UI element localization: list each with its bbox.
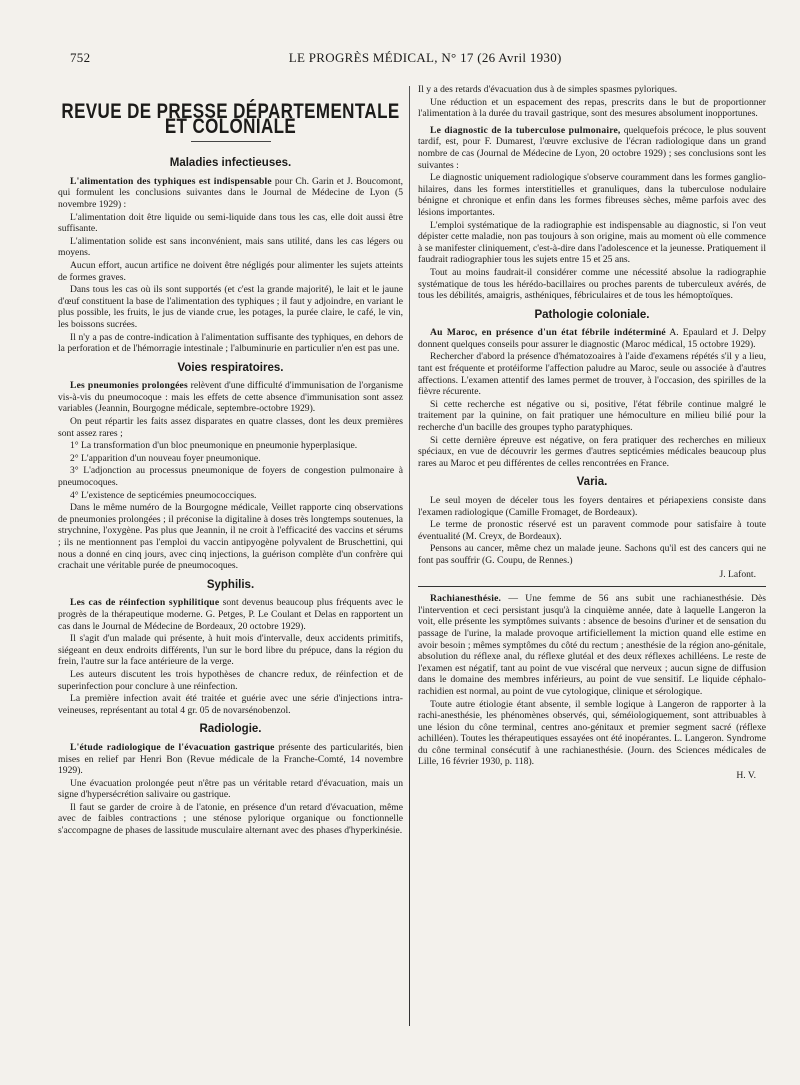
- section-title: REVUE DE PRESSE DÉPARTEMENTALE ET COLONIALE: [61, 99, 400, 138]
- paragraph: Il y a des retards d'évacuation dus à de simples spasmes pyloriques.: [418, 84, 678, 95]
- signature: H. V.: [736, 770, 756, 782]
- signature: J. Lafont.: [719, 568, 756, 580]
- paragraph: Toute autre étiologie étant absente, il semble logique à Langeron de rapporter à la rachi-anesthésie, les phénomènes observés, qui, séméiologiquement, sont attribuables à une lésion du cône terminal, centres ano-génitaux et premier segment sacré (réflexe achilléen). Toutes les thérapeutiques essayées ont été inopérantes. L. Langeron. Syndrome du cône terminal consécutif à une rachianesthésie. (Journ. des Sciences médicales de Lille, 16 février 1930, p. 118).: [418, 698, 766, 768]
- paragraph: 2° L'apparition d'un nouveau foyer pneumonique.: [70, 452, 261, 464]
- paragraph: Les auteurs discutent les trois hypothèses de chancre redux, de réinfection et de superinfection pour conclure à une réinfection.: [58, 668, 403, 692]
- paragraph: La première infection avait été traitée et guérie avec une série d'injections intra-veineuses, représentant au total 4 gr. 05 de novarsénobenzol.: [58, 693, 403, 716]
- paragraph: Le diagnostic de la tuberculose pulmonaire, quelquefois précoce, le plus souvent tardif, est, pour F. Dumarest, l'œuvre exclusive de l'écran radiologique dans un grand nombre de cas (Journal de Médecine de Lyon, 20 octobre 1929) ; ses conclusions sont les suivantes :: [418, 124, 767, 171]
- paragraph: 4° L'existence de septicémies pneumococciques.: [70, 489, 257, 501]
- paragraph: L'emploi systématique de la radiographie est indispensable au diagnostic, si l'on veut dépister cette maladie, non pas toujours à son origine, mais au moment où elle commence à se manifester cliniquement, c'est-à-dire dans l'adolescence et la jeunesse. Pratiquement il faudrait radiographier tous les sujets entre 15 et 25 ans.: [418, 219, 766, 266]
- heading-pathologie: Pathologie coloniale.: [534, 308, 650, 321]
- paragraph: L'alimentation doit être liquide ou semi-liquide dans tous les cas, elle doit aussi être suffisante.: [58, 211, 403, 235]
- paragraph: Aucun effort, aucun artifice ne doivent être négligés pour alimenter les sujets atteints de formes graves.: [58, 259, 403, 283]
- paragraph: On peut répartir les faits assez disparates en quatre classes, dont les deux premières sont assez rares ;: [58, 416, 403, 439]
- paragraph: Les cas de réinfection syphilitique sont devenus beaucoup plus fréquents avec le progrès de la thérapeutique moderne. G. Petges, P. Le Coulant et Delas en rapportent un cas dans le Journal de Médecine de Bordeaux, 20 octobre 1929).: [58, 597, 403, 632]
- column-rule-lower: [409, 746, 410, 1026]
- paragraph: 1° La transformation d'un bloc pneumonique en pneumonie hyperplasique.: [70, 440, 358, 452]
- paragraph: Rachianesthésie. — Une femme de 56 ans subit une rachianesthésie. Dès l'intervention et ceci persistant jusqu'à la cinquième année, date à laquelle Langeron la voit, elle présente les symptômes suivants : absence de besoins d'uriner et de sensation du passage de l'urine, la malade provoque artificiellement la miction quand elle estime en avoir besoin ; mêmes symptômes du côté du rectum ; anesthésie de la région ano-génitale, absolution du réflexe anal, du réflexe glutéal et des deux réflexes achilléens. Le reste de l'examen est négatif, tant au point de vue viscéral que nerveux ; aucun signe de diffusion dans le domaine des membres inférieurs, au point de vue sensitif. Le liquide céphalo-rachidien est normal, au point de vue cytologique, clinique et sérologique.: [418, 593, 766, 697]
- heading-radiologie: Radiologie.: [199, 723, 262, 736]
- journal-header: LE PROGRÈS MÉDICAL, N° 17 (26 Avril 1930): [288, 50, 562, 65]
- right-column: [418, 84, 766, 788]
- paragraph: Le terme de pronostic réservé est un paravent commode pour satisfaire à toute éventualité (M. Creyx, de Bordeaux).: [418, 519, 766, 542]
- paragraph: Le diagnostic uniquement radiologique s'observe couramment dans les formes ganglio-hilaires, dans les formes interstitielles et granuliques, dans la tuberculose nodulaire bénigne et chronique et enfin dans les formes fibreuses sèches, même parfois avec des lésions importantes.: [418, 172, 766, 218]
- paragraph: Le seul moyen de déceler tous les foyers dentaires et périapexiens consiste dans l'examen radiologique (Camille Fromaget, de Bordeaux).: [418, 495, 766, 518]
- paragraph: Si cette recherche est négative ou si, positive, l'état fébrile continue malgré le traitement par la quinine, on fait pratiquer une hémoculture en milieu bilié pour la recherche d'un bacille des groupes typho paratyphiques.: [418, 398, 766, 434]
- paragraph: L'étude radiologique de l'évacuation gastrique présente des particularités, bien mises en relief par Henri Bon (Revue médicale de la Franche-Comté, 14 novembre 1929).: [58, 741, 404, 777]
- heading-maladies: Maladies infectieuses.: [169, 157, 292, 170]
- paragraph: Une réduction et un espacement des repas, prescrits dans le but de proportionner l'alimentation à la durée du travail gastrique, sont des mesures absolument inopportunes.: [418, 96, 766, 120]
- paragraph: L'alimentation des typhiques est indispensable pour Ch. Garin et J. Boucomont, qui formulent les conclusions suivantes dans le Journal de Médecine de Lyon (5 novembre 1929) :: [58, 175, 404, 210]
- heading-voies: Voies respiratoires.: [177, 361, 284, 374]
- paragraph: Dans tous les cas où ils sont supportés (et c'est la grande majorité), le lait et le jaune d'œuf constituent la base de l'alimentation des typhiques ; il faut y adjoindre, en variant le plus possible, les fruits, le jus de viande crue, les potages, la purée claire, le café, le vin, les boissons sucrées.: [58, 284, 403, 330]
- paragraph: Il s'agit d'un malade qui présente, à huit mois d'intervalle, deux accidents primitifs, siégeant en deux endroits différents, l'un sur le bord libre du prépuce, dans la région du frein, l'autre sur la face antérieure de la verge.: [58, 633, 403, 668]
- paragraph: 3° L'adjonction au processus pneumonique de foyers de congestion pulmonaire à pneumocoques.: [58, 465, 403, 489]
- paragraph: Dans le même numéro de la Bourgogne médicale, Veillet rapporte cinq observations de pneumonies prolongées ; il préconise la digitaline à doses très longtemps soutenues, la strychnine, l'oxygène. Pas plus que Jeannin, il ne croit à l'efficacité des vaccins et sérums ; ils ne mentionnent pas l'emploi du vaccin antipyogène polyvalent de Bruschettini, qui nous a donné en cinq jours, avec cinq injections, la guérison complète d'un confrère qui crachait une véritable purée de pneumocoques.: [58, 502, 403, 572]
- page-number: 752: [70, 50, 91, 65]
- heading-syphilis: Syphilis.: [206, 578, 255, 591]
- column-rule: [409, 86, 410, 746]
- running-header: [70, 50, 760, 66]
- left-column: [58, 82, 403, 838]
- paragraph: Il faut se garder de croire à de l'atonie, en présence d'un retard d'évacuation, même avec de faibles contractions ; une sténose pylorique organique ou fonctionnelle s'accompagne de phases de lassitude musculaire alternant avec des phases d'hyperkinésie.: [58, 801, 403, 837]
- paragraph: Tout au moins faudrait-il considérer comme une nécessité absolue la radiographie systématique de tous les hérédo-bacillaires ou proches parents de tuberculeux avérés, de tous les débilités, amaigris, asthéniques, fébriculaires et de tous les hémoptoïques.: [418, 266, 766, 302]
- paragraph: Une évacuation prolongée peut n'être pas un véritable retard d'évacuation, mais un signe d'hypersécrétion salivaire ou gastrique.: [58, 777, 403, 801]
- paragraph: Rechercher d'abord la présence d'hématozoaires à l'aide d'examens répétés s'il y a lieu, tant est fréquente et protéiforme l'affection paludre au Maroc, seule ou associée à d'autres affections. L'examen attentif des lames permet de trouver, à l'occasion, des spirilles de la fièvre récurente.: [418, 351, 766, 398]
- title-divider: [191, 141, 271, 142]
- paragraph: Il n'y a pas de contre-indication à l'alimentation suffisante des typhiques, en dehors de la perforation et de l'hémorragie intestinale ; l'albuminurie en particulier n'en est pas une.: [58, 331, 403, 355]
- divider: [418, 586, 766, 587]
- paragraph: Au Maroc, en présence d'un état fébrile indéterminé A. Epaulard et J. Delpy donnent quelques conseils pour assurer le diagnostic (Maroc médical, 15 octobre 1929).: [418, 327, 766, 350]
- paragraph: Si cette dernière épreuve est négative, on fera pratiquer des recherches en milieux spéciaux, en vue de découvrir les germes d'autres septicémies médicales beaucoup plus rares au Maroc et peu différentes de celles rencontrées en France.: [418, 434, 766, 469]
- paragraph: Les pneumonies prolongées relèvent d'une difficulté d'immunisation de l'organisme vis-à-vis du pneumocoque : mais les effets de cette absence d'immunisation sont assez variables (Jeannin, Bourgogne médicale, septembre-octobre 1929).: [58, 380, 404, 415]
- paragraph: L'alimentation solide est sans inconvénient, mais sans utilité, dans les cas légers ou moyens.: [58, 235, 403, 259]
- paragraph: Pensons au cancer, même chez un malade jeune. Sachons qu'il est des cancers qui ne font pas souffrir (G. Coupu, de Rennes.): [418, 543, 766, 566]
- heading-varia: Varia.: [576, 476, 608, 489]
